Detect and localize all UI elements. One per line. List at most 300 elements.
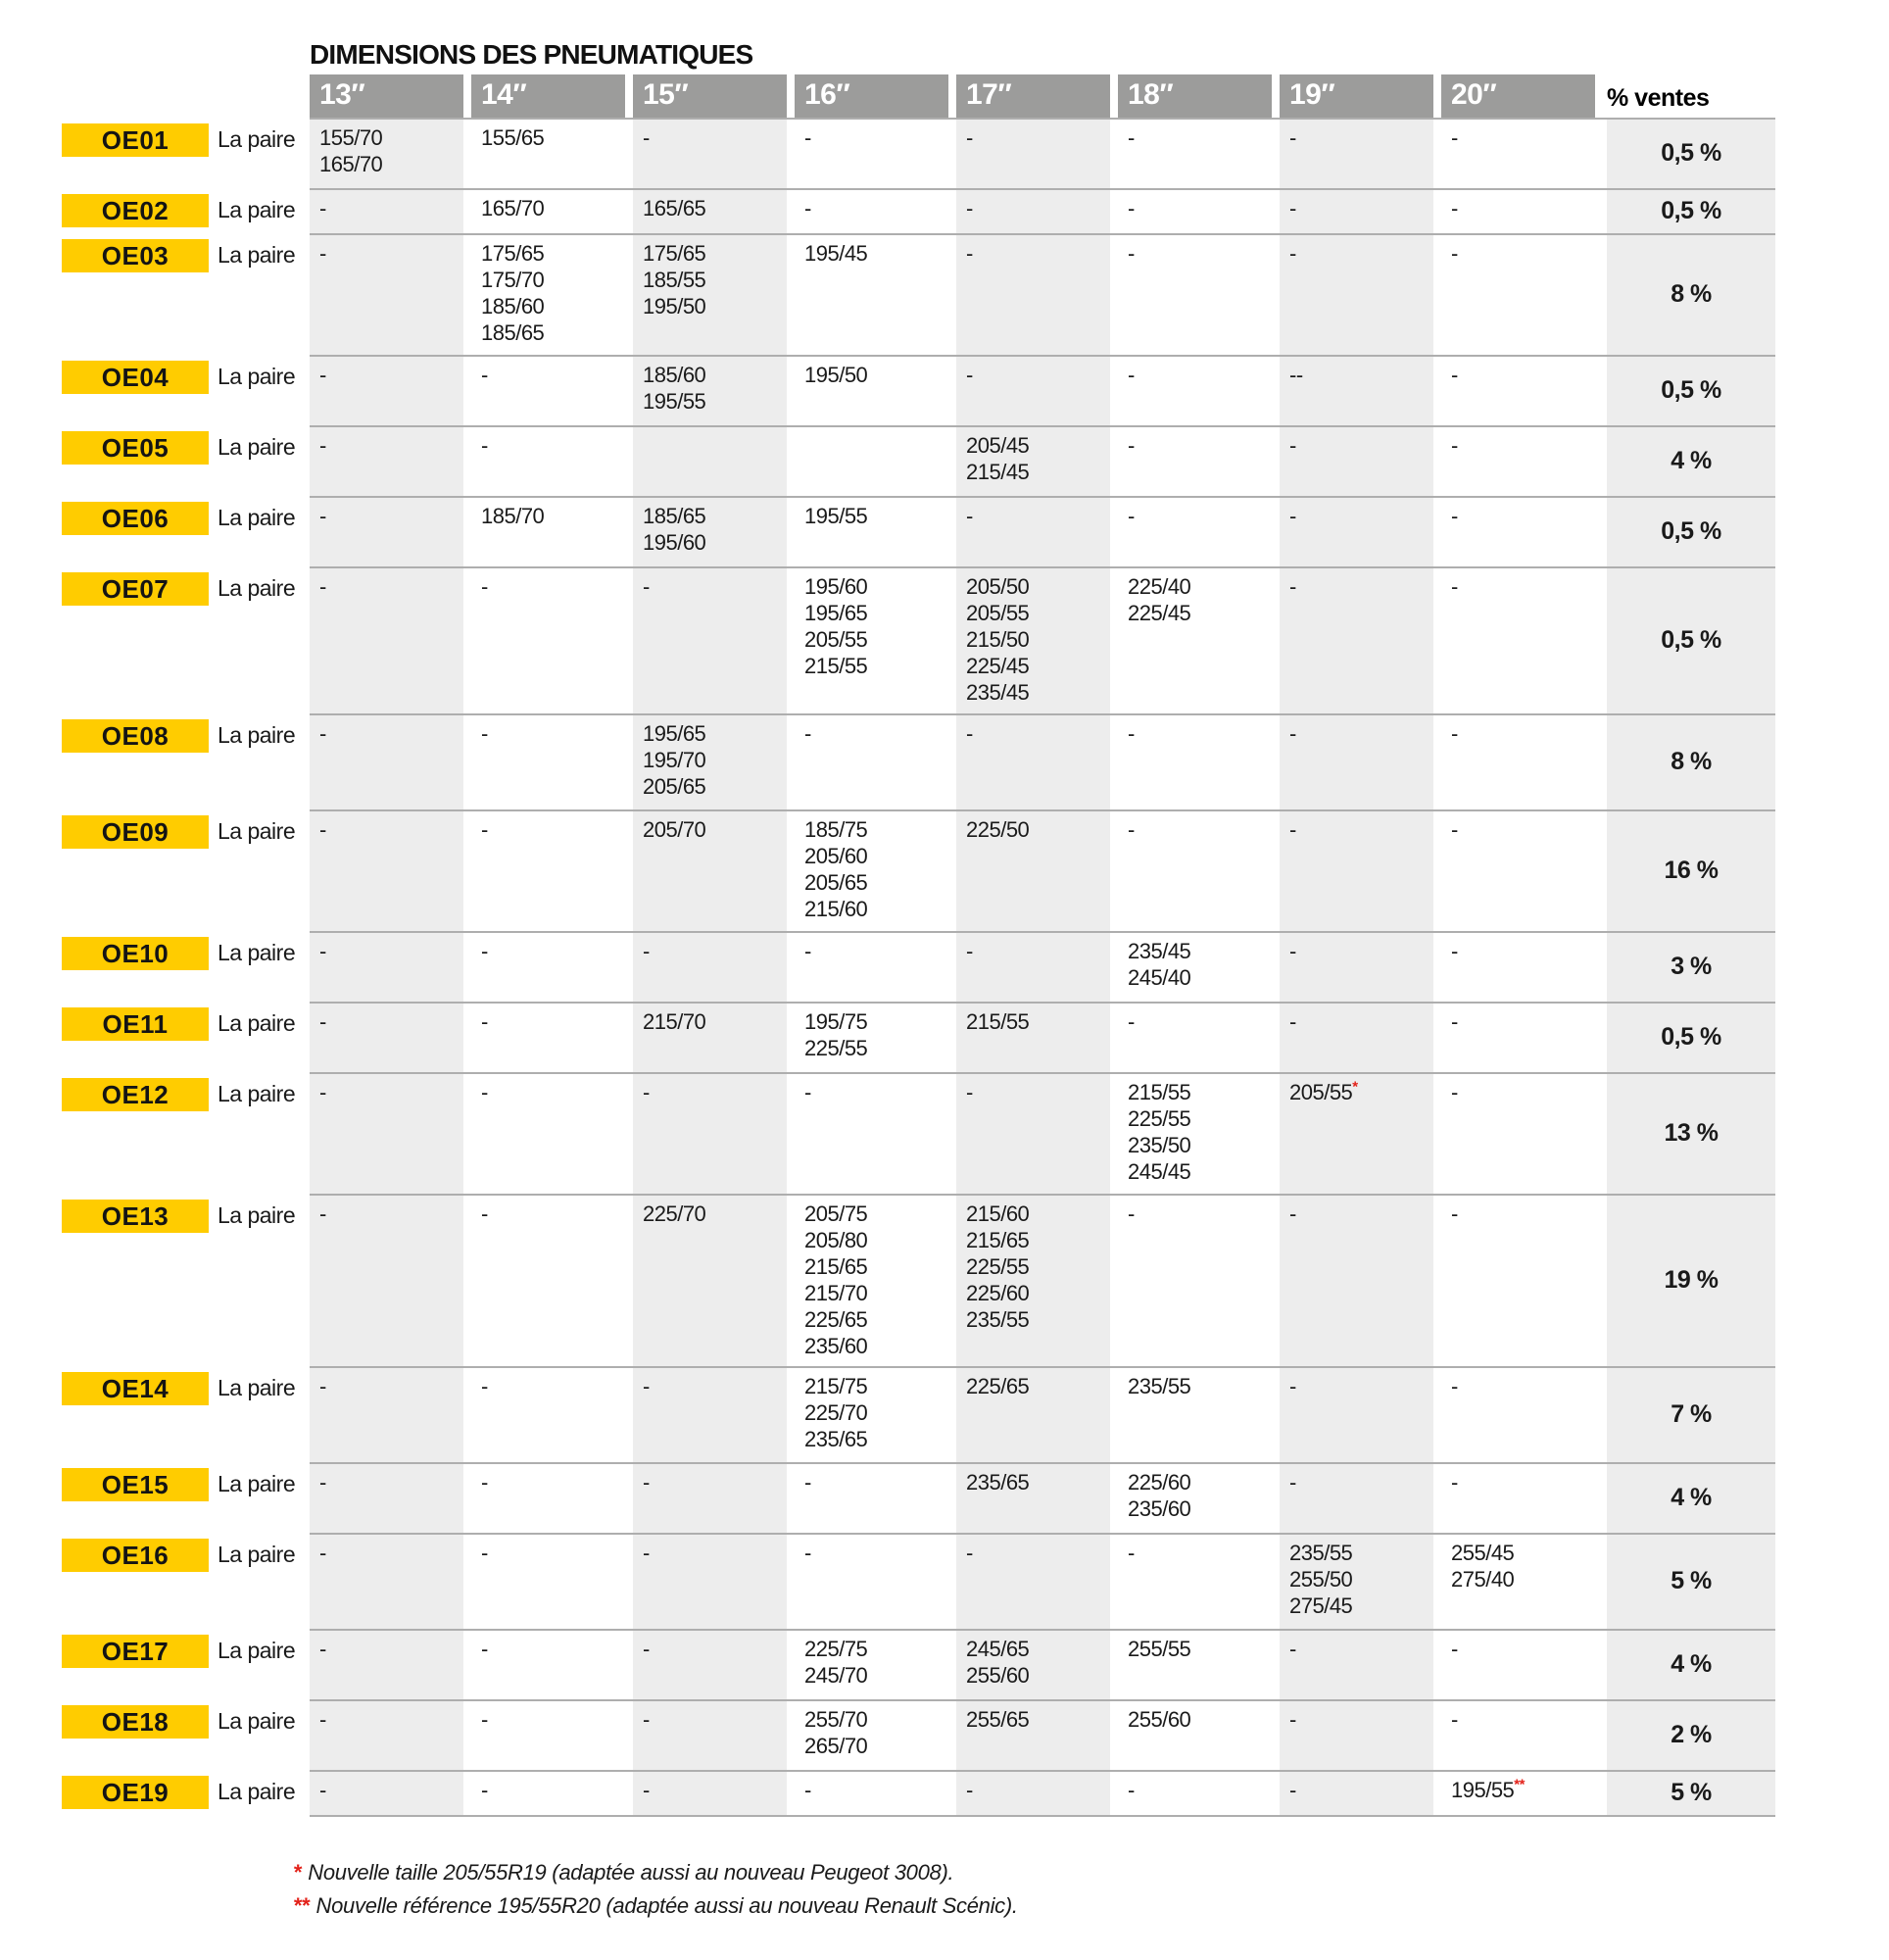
tyre-size: 155/70 (319, 125, 383, 150)
size-cell (804, 573, 944, 679)
tyre-size: 225/65 (804, 1307, 868, 1332)
tyre-size: 245/40 (1128, 965, 1191, 990)
size-cell (804, 195, 944, 221)
size-cell (1128, 1373, 1268, 1399)
size-cell (804, 1008, 944, 1061)
tyre-size: - (481, 433, 488, 458)
tyre-size: - (481, 939, 488, 963)
tyre-size: - (1128, 363, 1135, 387)
size-cell (1128, 195, 1268, 221)
tyre-size: - (1289, 125, 1296, 150)
size-cell (643, 1373, 783, 1399)
tyre-size: - (966, 504, 973, 528)
size-cell (804, 124, 944, 151)
size-cell (1128, 1706, 1268, 1733)
tyre-size: - (481, 574, 488, 599)
size-cell (1128, 1469, 1268, 1522)
tyre-size: 185/65 (481, 320, 545, 345)
tyre-size: - (481, 1778, 488, 1802)
tyre-size: - (643, 1707, 650, 1732)
tyre-size: - (966, 196, 973, 220)
row-badge: OE13 (62, 1200, 209, 1233)
tyre-size: - (1128, 504, 1135, 528)
tyre-size: - (1289, 504, 1296, 528)
tyre-size: 245/70 (804, 1663, 868, 1688)
tyre-size: 225/45 (1128, 601, 1191, 625)
tyre-size: - (319, 1541, 326, 1565)
pair-label: La paire (218, 1375, 296, 1400)
row-badge: OE16 (62, 1539, 209, 1572)
tyre-size: 225/60 (966, 1281, 1030, 1305)
size-cell (966, 124, 1106, 151)
size-cell (1289, 1200, 1429, 1227)
size-cell (319, 432, 460, 459)
sales-value: 0,5 % (1661, 625, 1721, 654)
footnote (293, 1860, 953, 1886)
tyre-size: - (1128, 1541, 1135, 1565)
size-cell (966, 1706, 1106, 1733)
tyre-size: 195/70 (643, 748, 706, 772)
size-cell (481, 720, 621, 747)
pair-label: La paire (218, 505, 296, 530)
size-cell (1128, 1008, 1268, 1035)
pair-label: La paire (218, 1202, 296, 1228)
tyre-size: - (1451, 1201, 1458, 1226)
tyre-size: 215/65 (804, 1254, 868, 1279)
row-separator (310, 1194, 1775, 1196)
size-cell (1289, 195, 1429, 221)
column-header-15in: 15″ (633, 74, 787, 118)
size-cell (481, 1706, 621, 1733)
size-cell (1451, 1008, 1591, 1035)
sales-value: 4 % (1671, 1483, 1712, 1511)
tyre-size: 205/55 (804, 627, 868, 652)
column-header-16in: 16″ (795, 74, 948, 118)
tyre-size: 175/65 (481, 241, 545, 266)
size-cell (643, 503, 783, 556)
tyre-size: - (1289, 1778, 1296, 1802)
row-separator (310, 233, 1775, 235)
pair-label: La paire (218, 1081, 296, 1106)
size-cell (481, 1636, 621, 1662)
size-cell (1289, 816, 1429, 843)
size-cell (1451, 240, 1591, 267)
row-badge: OE10 (62, 937, 209, 970)
tyre-size: 205/50 (966, 574, 1030, 599)
sales-value: 4 % (1671, 1649, 1712, 1678)
size-cell (1289, 1373, 1429, 1399)
size-cell (643, 1777, 783, 1803)
row-separator (310, 425, 1775, 427)
tyre-size: - (1289, 1637, 1296, 1661)
size-cell (804, 1540, 944, 1566)
sales-value: 7 % (1671, 1399, 1712, 1428)
sales-column-header: % ventes (1607, 84, 1710, 112)
tyre-size: - (319, 1778, 326, 1802)
tyre-size: 195/50 (643, 294, 706, 318)
size-cell (643, 1469, 783, 1495)
size-cell (643, 938, 783, 964)
size-cell (1289, 240, 1429, 267)
sales-value: 0,5 % (1661, 196, 1721, 224)
size-cell (804, 816, 944, 922)
tyre-size: - (1128, 433, 1135, 458)
row-separator (310, 931, 1775, 933)
tyre-size: - (1128, 241, 1135, 266)
tyre-size: - (804, 196, 811, 220)
tyre-size: 275/40 (1451, 1567, 1515, 1592)
size-cell (1289, 1540, 1429, 1619)
tyre-size: - (1451, 1637, 1458, 1661)
footnote-marker: * (293, 1860, 302, 1885)
size-cell (319, 573, 460, 600)
size-cell (1451, 195, 1591, 221)
tyre-size: 205/65 (643, 774, 706, 799)
tyre-size: - (319, 504, 326, 528)
size-cell (1451, 432, 1591, 459)
row-separator (310, 1770, 1775, 1772)
tyre-size: 205/45 (966, 433, 1030, 458)
size-cell (481, 1079, 621, 1105)
tyre-size: 225/65 (966, 1374, 1030, 1398)
size-cell (966, 503, 1106, 529)
size-cell (481, 124, 621, 151)
row-separator (310, 118, 1775, 120)
tyre-size: 225/60 (1128, 1470, 1191, 1494)
size-cell (1451, 816, 1591, 843)
column-header-19in: 19″ (1280, 74, 1433, 118)
tyre-size: - (1451, 196, 1458, 220)
tyre-size: - (966, 241, 973, 266)
footnote-marker: * (1352, 1078, 1358, 1096)
row-separator (310, 1072, 1775, 1074)
tyre-size: - (319, 817, 326, 842)
tyre-size: - (319, 1009, 326, 1034)
row-separator (310, 355, 1775, 357)
tyre-size: - (319, 1201, 326, 1226)
tyre-size: 255/45 (1451, 1541, 1515, 1565)
size-cell (481, 1540, 621, 1566)
tyre-size: - (481, 1470, 488, 1494)
tyre-size: 255/60 (1128, 1707, 1191, 1732)
tyre-size: 175/65 (643, 241, 706, 266)
tyre-size: 215/70 (643, 1009, 706, 1034)
size-cell (1128, 1540, 1268, 1566)
tyre-size: 215/70 (804, 1281, 868, 1305)
tyre-size: 245/65 (966, 1637, 1030, 1661)
size-cell (1289, 1079, 1429, 1105)
tyre-size: - (804, 1541, 811, 1565)
row-separator (310, 1366, 1775, 1368)
tyre-size: 215/55 (804, 654, 868, 678)
sales-value: 0,5 % (1661, 1022, 1721, 1051)
size-cell (319, 1079, 460, 1105)
size-cell (319, 816, 460, 843)
tyre-size: - (804, 939, 811, 963)
tyre-size: 215/45 (966, 460, 1030, 484)
size-cell (1289, 573, 1429, 600)
pair-label: La paire (218, 197, 296, 222)
row-separator (310, 1002, 1775, 1004)
tyre-size: 205/80 (804, 1228, 868, 1252)
sales-value: 0,5 % (1661, 516, 1721, 545)
tyre-size: - (481, 363, 488, 387)
tyre-size: 225/70 (804, 1400, 868, 1425)
tyre-size: - (1289, 574, 1296, 599)
size-cell (804, 938, 944, 964)
tyre-size: - (804, 721, 811, 746)
size-cell (804, 1079, 944, 1105)
size-cell (1128, 816, 1268, 843)
pair-label: La paire (218, 1471, 296, 1496)
tyre-size: 195/55** (1451, 1776, 1525, 1802)
tyre-size: 255/70 (804, 1707, 868, 1732)
tyre-size: - (643, 1080, 650, 1104)
tyre-size: - (966, 1778, 973, 1802)
size-cell (481, 240, 621, 346)
size-cell (966, 362, 1106, 388)
size-cell (804, 1373, 944, 1452)
size-cell (481, 195, 621, 221)
size-cell (319, 362, 460, 388)
size-cell (481, 503, 621, 529)
size-cell (1451, 503, 1591, 529)
size-cell (1451, 1373, 1591, 1399)
size-cell (319, 1373, 460, 1399)
size-cell (1451, 1079, 1591, 1105)
column-header-20in: 20″ (1441, 74, 1595, 118)
size-cell (643, 573, 783, 600)
tyre-size: 195/65 (643, 721, 706, 746)
tyre-size: - (1128, 817, 1135, 842)
tyre-size: 245/45 (1128, 1159, 1191, 1184)
tyre-size: - (1289, 433, 1296, 458)
sales-value: 5 % (1671, 1566, 1712, 1594)
tyre-size: - (1289, 1707, 1296, 1732)
tyre-size: 185/55 (643, 268, 706, 292)
tyre-size: - (1289, 1470, 1296, 1494)
tyre-size: - (481, 721, 488, 746)
tyre-size: - (643, 939, 650, 963)
footnote-text: Nouvelle taille 205/55R19 (adaptée aussi au nouveau Peugeot 3008). (308, 1860, 954, 1885)
tyre-size: 165/70 (319, 152, 383, 176)
size-cell (481, 1373, 621, 1399)
size-cell (1128, 1636, 1268, 1662)
size-cell (481, 1469, 621, 1495)
pair-label: La paire (218, 1542, 296, 1567)
size-cell (966, 720, 1106, 747)
size-cell (643, 1008, 783, 1035)
tyre-size: - (643, 1541, 650, 1565)
tyre-size: 235/60 (1128, 1496, 1191, 1521)
size-cell (1128, 1777, 1268, 1803)
sales-value: 0,5 % (1661, 138, 1721, 167)
tyre-size: 215/55 (1128, 1080, 1191, 1104)
tyre-size: - (643, 1374, 650, 1398)
sales-value: 5 % (1671, 1778, 1712, 1806)
size-cell (1128, 1200, 1268, 1227)
size-cell (1451, 1636, 1591, 1662)
size-cell (643, 1636, 783, 1662)
tyre-size: - (804, 1778, 811, 1802)
tyre-size: - (319, 241, 326, 266)
tyre-size: - (1451, 1470, 1458, 1494)
tyre-size: -- (1289, 363, 1303, 387)
size-cell (804, 1469, 944, 1495)
sales-value: 13 % (1664, 1118, 1719, 1147)
tyre-size: 195/55 (643, 389, 706, 414)
row-separator (310, 1533, 1775, 1535)
tyre-size: - (1451, 125, 1458, 150)
pair-label: La paire (218, 126, 296, 152)
sales-value: 0,5 % (1661, 375, 1721, 404)
tyre-size: - (804, 1470, 811, 1494)
tyre-size: - (643, 1470, 650, 1494)
size-cell (481, 938, 621, 964)
pair-label: La paire (218, 1638, 296, 1663)
size-cell (1289, 938, 1429, 964)
row-separator (310, 1815, 1775, 1817)
size-cell (1128, 573, 1268, 626)
tyre-size: - (1451, 504, 1458, 528)
tyre-size: - (1128, 125, 1135, 150)
size-cell (966, 432, 1106, 485)
tyre-size: 255/60 (966, 1663, 1030, 1688)
size-cell (643, 816, 783, 843)
size-cell (966, 938, 1106, 964)
size-cell (1128, 362, 1268, 388)
size-cell (1451, 573, 1591, 600)
tyre-size: 185/65 (643, 504, 706, 528)
size-cell (804, 1200, 944, 1359)
row-separator (310, 1699, 1775, 1701)
row-badge: OE09 (62, 815, 209, 849)
size-cell (804, 503, 944, 529)
tyre-size: - (319, 363, 326, 387)
size-cell (1451, 1777, 1591, 1803)
row-badge: OE03 (62, 239, 209, 272)
tyre-size: - (966, 363, 973, 387)
size-cell (1451, 124, 1591, 151)
tyre-size: - (1451, 939, 1458, 963)
sales-value: 8 % (1671, 747, 1712, 775)
size-cell (1128, 720, 1268, 747)
row-badge: OE15 (62, 1468, 209, 1501)
tyre-size: - (1289, 721, 1296, 746)
size-cell (966, 573, 1106, 706)
tyre-size: 195/45 (804, 241, 868, 266)
row-badge: OE11 (62, 1007, 209, 1041)
row-badge: OE04 (62, 361, 209, 394)
pair-label: La paire (218, 1708, 296, 1734)
tyre-size: - (319, 1470, 326, 1494)
tyre-size: 235/55 (966, 1307, 1030, 1332)
sales-value: 16 % (1664, 856, 1719, 884)
column-header-13in: 13″ (310, 74, 463, 118)
row-separator (310, 713, 1775, 715)
tyre-size: 275/45 (1289, 1593, 1353, 1618)
row-separator (310, 566, 1775, 568)
tyre-size: 205/75 (804, 1201, 868, 1226)
size-cell (1451, 720, 1591, 747)
size-cell (966, 1636, 1106, 1689)
column-header-17in: 17″ (956, 74, 1110, 118)
tyre-size: - (1289, 241, 1296, 266)
tyre-size: - (481, 1374, 488, 1398)
tyre-size: 185/70 (481, 504, 545, 528)
tyre-size: - (1451, 1707, 1458, 1732)
row-badge: OE12 (62, 1078, 209, 1111)
row-badge: OE02 (62, 194, 209, 227)
size-cell (1289, 1636, 1429, 1662)
sales-value: 2 % (1671, 1720, 1712, 1748)
tyre-size: - (966, 125, 973, 150)
size-cell (966, 1008, 1106, 1035)
tyre-size: 225/55 (966, 1254, 1030, 1279)
tyre-size: - (319, 574, 326, 599)
tyre-size: - (643, 574, 650, 599)
tyre-size: - (481, 1201, 488, 1226)
tyre-size: - (1128, 1201, 1135, 1226)
pair-label: La paire (218, 1779, 296, 1804)
tyre-size: 195/60 (804, 574, 868, 599)
size-cell (1128, 240, 1268, 267)
tyre-size: - (1289, 1374, 1296, 1398)
tyre-size: 185/75 (804, 817, 868, 842)
size-cell (804, 720, 944, 747)
tyre-size: - (319, 721, 326, 746)
sales-value: 3 % (1671, 952, 1712, 980)
tyre-size: - (1451, 817, 1458, 842)
tyre-size: 185/60 (481, 294, 545, 318)
pair-label: La paire (218, 242, 296, 268)
tyre-size: - (804, 125, 811, 150)
column-header-18in: 18″ (1118, 74, 1272, 118)
tyre-size: 225/45 (966, 654, 1030, 678)
size-cell (643, 720, 783, 800)
tyre-size: - (966, 721, 973, 746)
size-cell (1289, 720, 1429, 747)
pair-label: La paire (218, 434, 296, 460)
tyre-size: - (966, 1080, 973, 1104)
tyre-size: - (481, 1637, 488, 1661)
tyre-size: 155/65 (481, 125, 545, 150)
tyre-size: 205/55* (1289, 1078, 1358, 1104)
size-cell (481, 1200, 621, 1227)
size-cell (319, 1777, 460, 1803)
tyre-size: 215/65 (966, 1228, 1030, 1252)
tyre-size: 215/50 (966, 627, 1030, 652)
size-cell (319, 503, 460, 529)
tyre-size: 205/65 (804, 870, 868, 895)
size-cell (966, 1469, 1106, 1495)
tyre-size: - (643, 125, 650, 150)
tyre-size: - (1289, 817, 1296, 842)
tyre-size: 195/60 (643, 530, 706, 555)
size-cell (1451, 938, 1591, 964)
size-cell (1289, 432, 1429, 459)
tyre-size: 235/65 (966, 1470, 1030, 1494)
tyre-size: - (1451, 721, 1458, 746)
tyre-size: 235/45 (966, 680, 1030, 705)
size-cell (481, 816, 621, 843)
size-cell (1128, 1079, 1268, 1185)
size-cell (1451, 362, 1591, 388)
tyre-size: - (319, 939, 326, 963)
tyre-size: - (1451, 1374, 1458, 1398)
size-cell (804, 1777, 944, 1803)
tyre-size: 165/70 (481, 196, 545, 220)
